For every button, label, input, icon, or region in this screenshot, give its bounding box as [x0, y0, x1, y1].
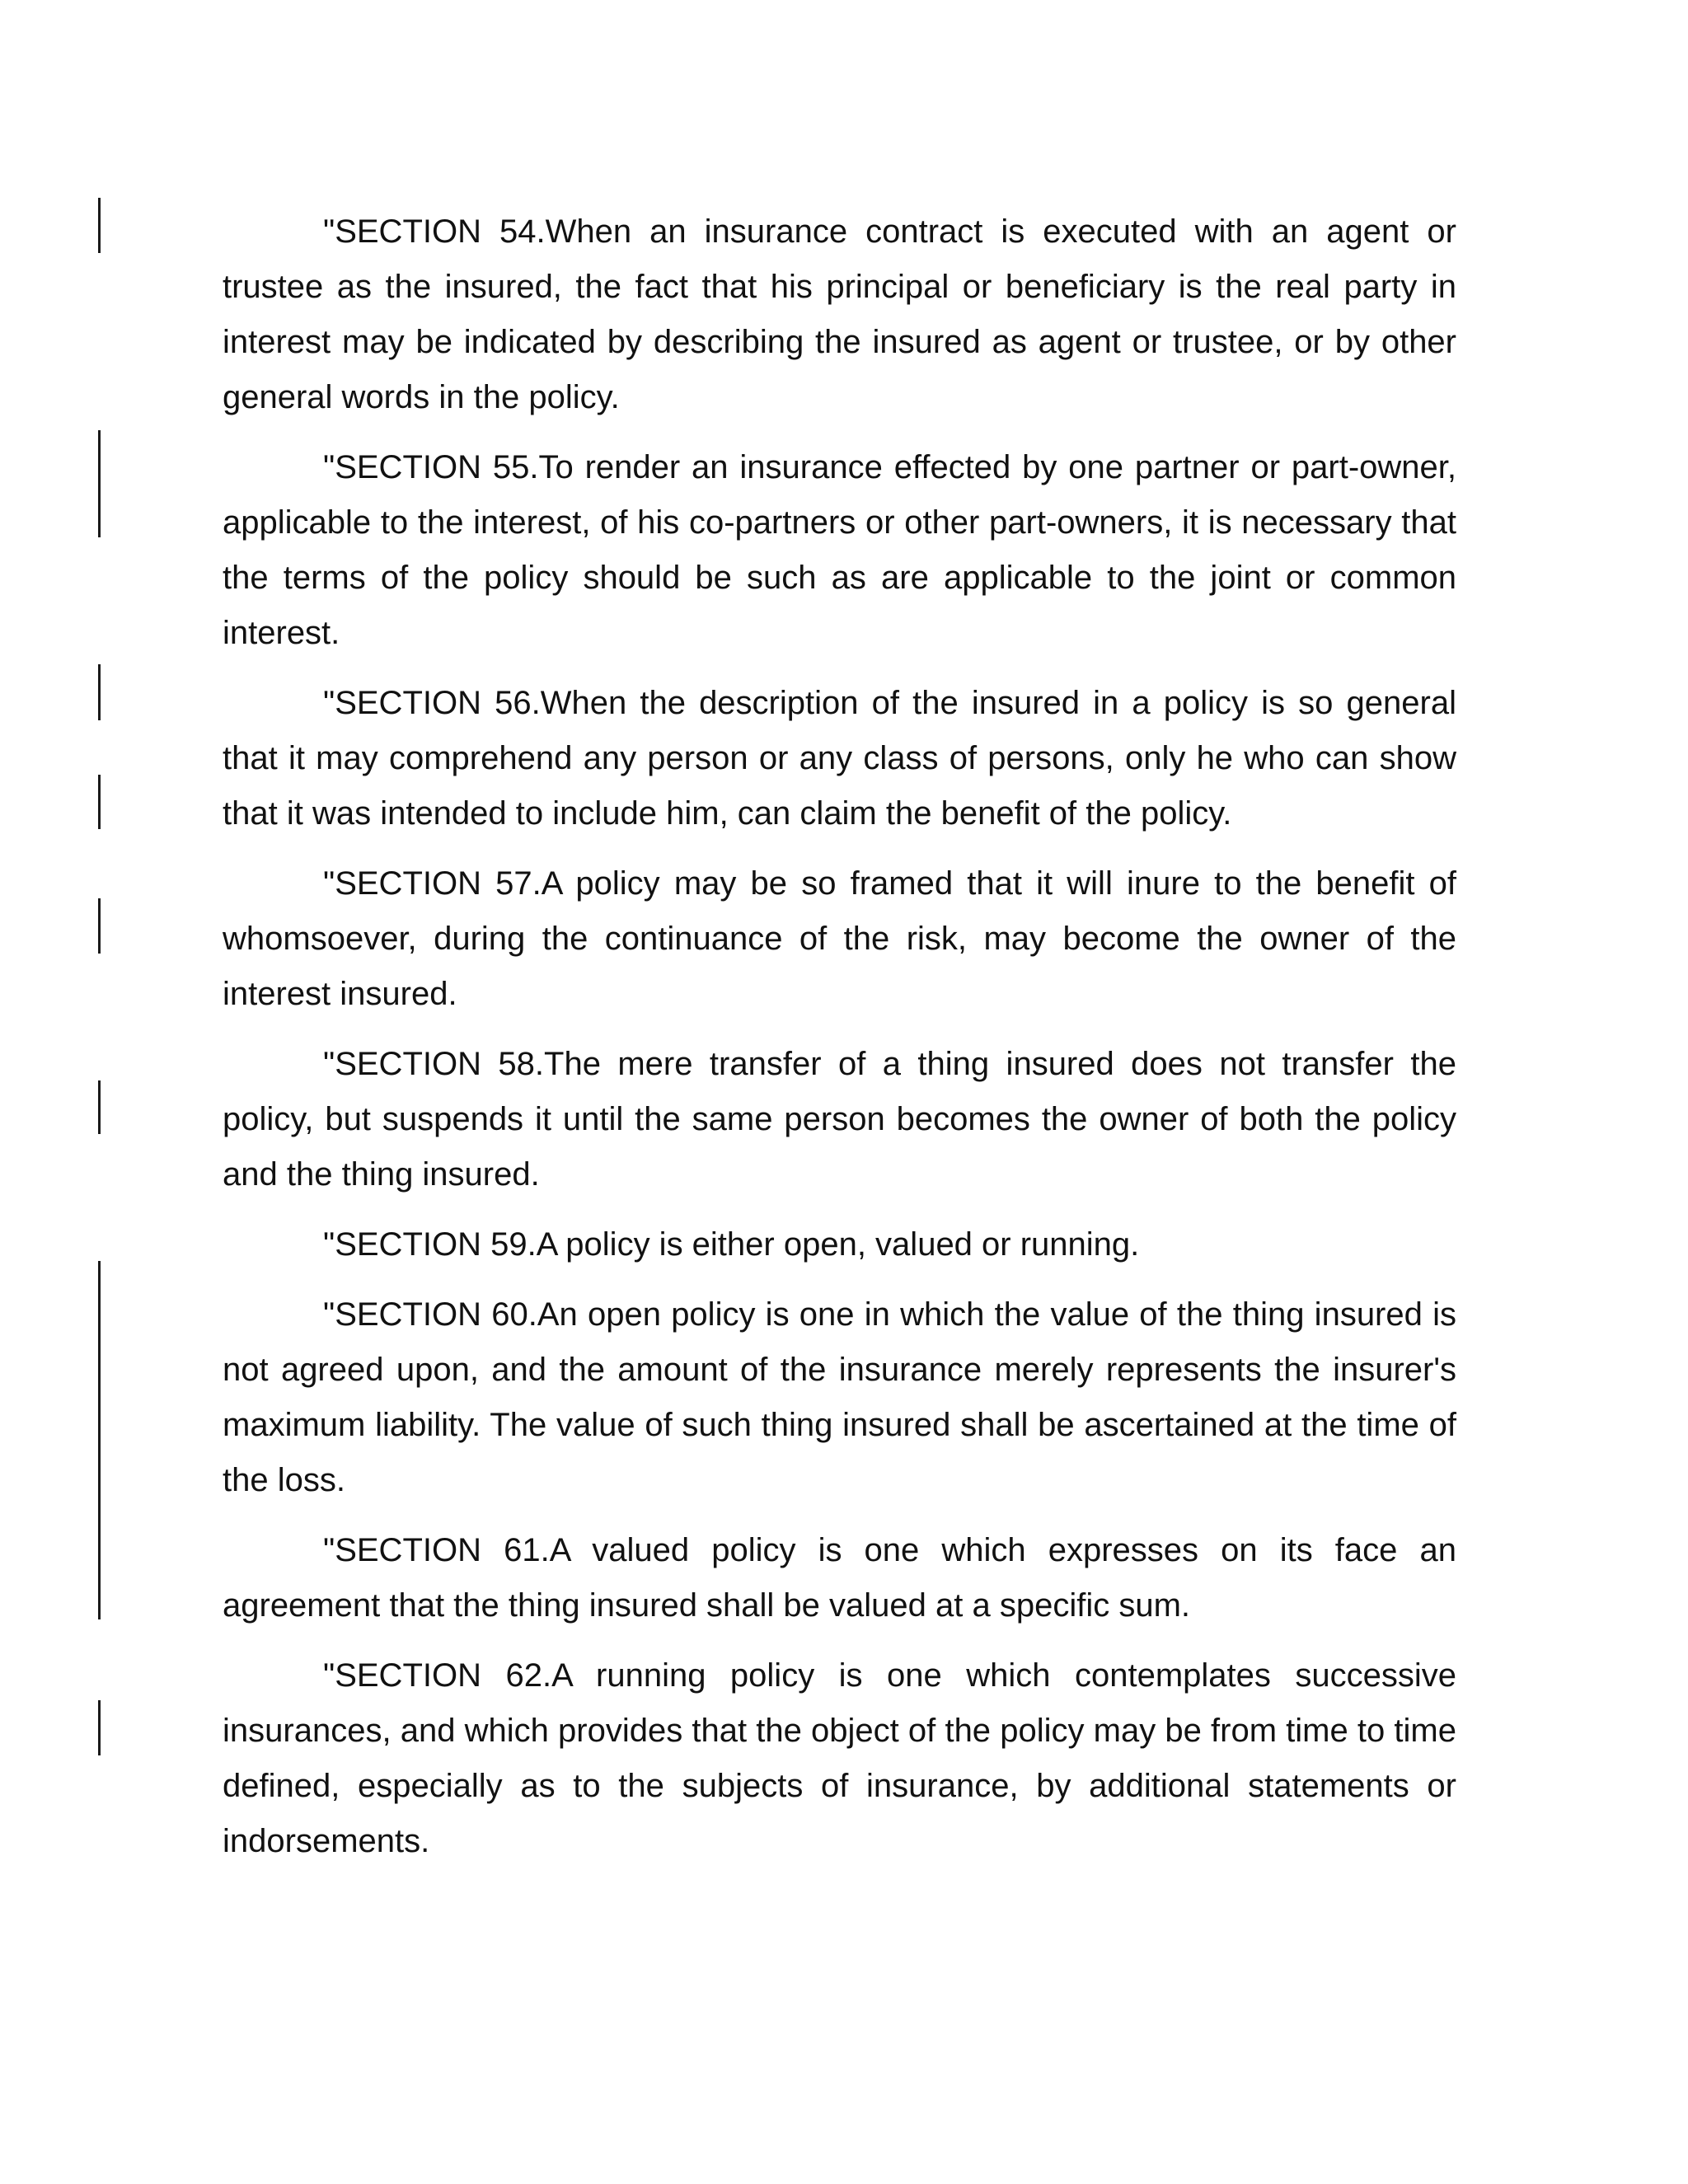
section-text: "SECTION 57.A policy may be so framed that it will inure to the benefit of whomsoever, during the continuance of the risk, may become the owner of the interest insured.	[223, 865, 1456, 1012]
section-62	[223, 1648, 1456, 1869]
revision-bar	[98, 664, 101, 720]
revision-bar	[98, 430, 101, 537]
section-text: "SECTION 55.To render an insurance effected by one partner or part-owner, applicable to the interest, of his co-partners or other part-owners, it is necessary that the terms of the policy should be such as are applicable to the joint or common interest.	[223, 449, 1456, 651]
revision-bar	[98, 1700, 101, 1755]
document-body	[223, 204, 1456, 1884]
section-61	[223, 1523, 1456, 1633]
revision-bar	[98, 1261, 101, 1619]
section-55	[223, 440, 1456, 661]
section-59	[223, 1217, 1456, 1272]
revision-bar	[98, 1080, 101, 1134]
section-58	[223, 1037, 1456, 1202]
section-text: "SECTION 56.When the description of the insured in a policy is so general that it may comprehend any person or any class of persons, only he who can show that it was intended to include him, can claim the benefit of the policy.	[223, 685, 1456, 832]
revision-bar	[98, 775, 101, 829]
section-text: "SECTION 61.A valued policy is one which expresses on its face an agreement that the thing insured shall be valued at a specific sum.	[223, 1532, 1456, 1624]
revision-bar	[98, 898, 101, 954]
section-60	[223, 1287, 1456, 1508]
section-text: "SECTION 62.A running policy is one which contemplates successive insurances, and which provides that the object of the policy may be from time to time defined, especially as to the subjects of insurance, by additional statements or indorsements.	[223, 1657, 1456, 1859]
section-text: "SECTION 54.When an insurance contract is executed with an agent or trustee as the insured, the fact that his principal or beneficiary is the real party in interest may be indicated by describing the insured as agent or trustee, or by other general words in the policy.	[223, 213, 1456, 415]
section-57	[223, 856, 1456, 1022]
section-54	[223, 204, 1456, 425]
section-text: "SECTION 60.An open policy is one in which the value of the thing insured is not agreed upon, and the amount of the insurance merely represents the insurer's maximum liability. The value of such thing insured shall be ascertained at the time of the loss.	[223, 1296, 1456, 1498]
section-text: "SECTION 58.The mere transfer of a thing insured does not transfer the policy, but suspends it until the same person becomes the owner of both the policy and the thing insured.	[223, 1046, 1456, 1193]
section-text: "SECTION 59.A policy is either open, valued or running.	[323, 1226, 1140, 1263]
section-56	[223, 676, 1456, 841]
revision-bar	[98, 198, 101, 253]
